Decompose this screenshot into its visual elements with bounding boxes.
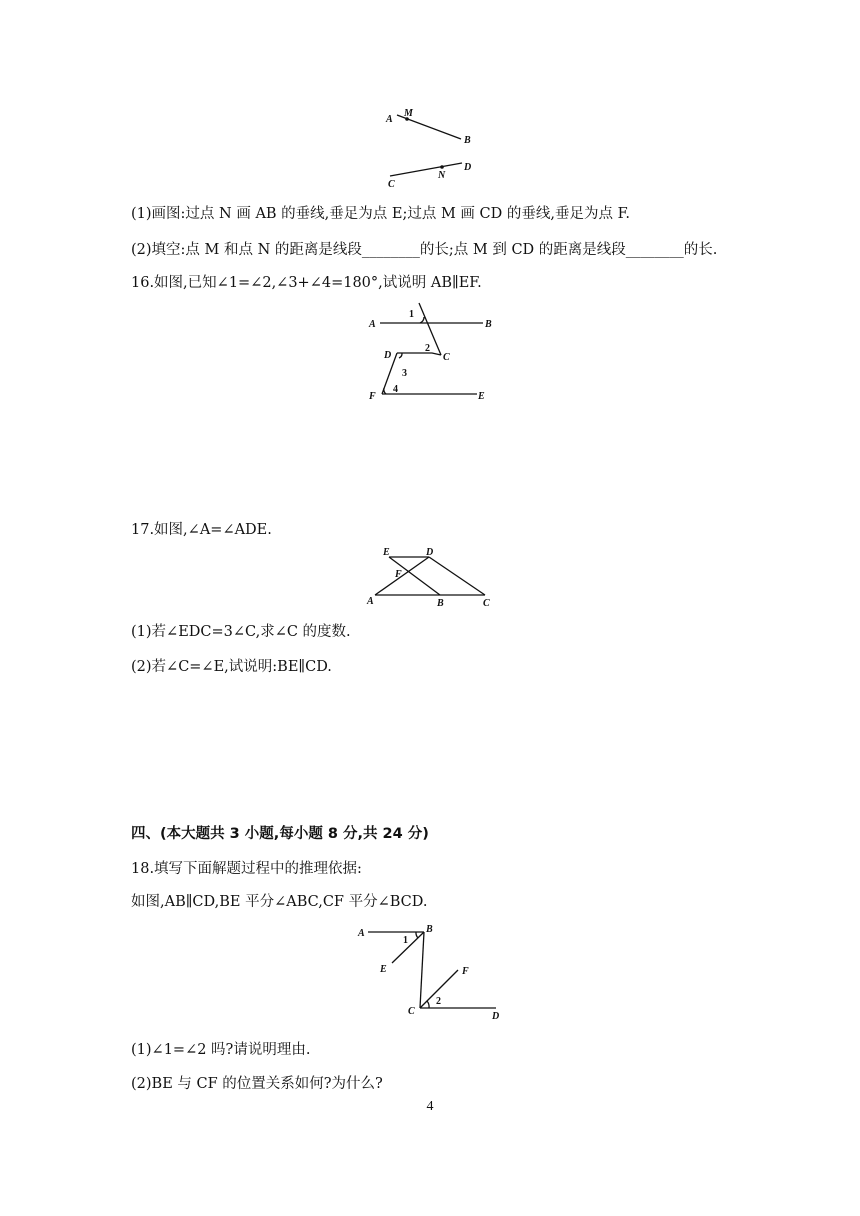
page-number: 4 [426,1099,434,1114]
q17-part1: (1)若∠EDC=3∠C,求∠C 的度数. [131,624,351,640]
label-c: C [443,352,450,363]
label-3: 3 [402,368,407,379]
label-d: D [426,547,434,558]
label-a: A [367,596,374,607]
line-cd [390,163,462,176]
angle-3-arc [399,353,402,358]
q18-figure [350,920,510,1025]
transversal [419,303,441,355]
label-a: A [358,928,365,939]
label-c: C [483,598,490,609]
q17-figure [365,545,500,610]
q17-part2: (2)若∠C=∠E,试说明:BE∥CD. [131,659,332,675]
angle-1-arc [416,932,418,938]
label-2: 2 [436,996,441,1007]
segment-c-d [397,353,441,355]
q18-statement: 18.填写下面解题过程中的推理依据: [131,861,362,877]
q16-figure [365,300,505,405]
label-e: E [478,391,485,402]
label-n: N [438,170,446,181]
label-c: C [408,1006,415,1017]
section-heading: 四、(本大题共 3 小题,每小题 8 分,共 24 分) [131,826,429,842]
q18-part2: (2)BE 与 CF 的位置关系如何?为什么? [131,1076,383,1092]
segment-dc [429,557,485,595]
label-d: D [492,1011,500,1022]
q18-given: 如图,AB∥CD,BE 平分∠ABC,CF 平分∠BCD. [131,894,428,910]
label-1: 1 [403,935,408,946]
label-b: B [437,598,444,609]
segment-bc [420,932,424,1008]
q16-statement: 16.如图,已知∠1=∠2,∠3+∠4=180°,试说明 AB∥EF. [131,275,482,291]
label-f: F [369,391,376,402]
angle-2-arc [427,1001,429,1008]
label-2: 2 [425,343,430,354]
label-d: D [384,350,392,361]
label-b: B [426,924,433,935]
label-e: E [380,964,387,975]
label-f: F [395,569,402,580]
label-a: A [369,319,376,330]
label-d: D [464,162,472,173]
label-f: F [462,966,469,977]
label-4: 4 [393,384,398,395]
segment-ad [375,557,429,595]
label-m: M [404,108,413,119]
q15-figure [380,105,490,190]
angle-1-arc [420,317,424,323]
label-1: 1 [409,309,414,320]
q17-statement: 17.如图,∠A=∠ADE. [131,522,272,538]
label-b: B [464,135,471,146]
label-a: A [386,114,393,125]
label-e: E [383,547,390,558]
label-b: B [485,319,492,330]
label-c: C [388,179,395,190]
ray-be [392,932,424,963]
q18-part1: (1)∠1=∠2 吗?请说明理由. [131,1042,311,1058]
q15-part1: (1)画图:过点 N 画 AB 的垂线,垂足为点 E;过点 M 画 CD 的垂线,垂足为点 F. [131,206,630,222]
point-n [440,165,444,169]
q15-part2: (2)填空:点 M 和点 N 的距离是线段________的长;点 M 到 CD 的距离是线段________的长. [131,242,718,258]
angle-4-arc [384,388,386,394]
